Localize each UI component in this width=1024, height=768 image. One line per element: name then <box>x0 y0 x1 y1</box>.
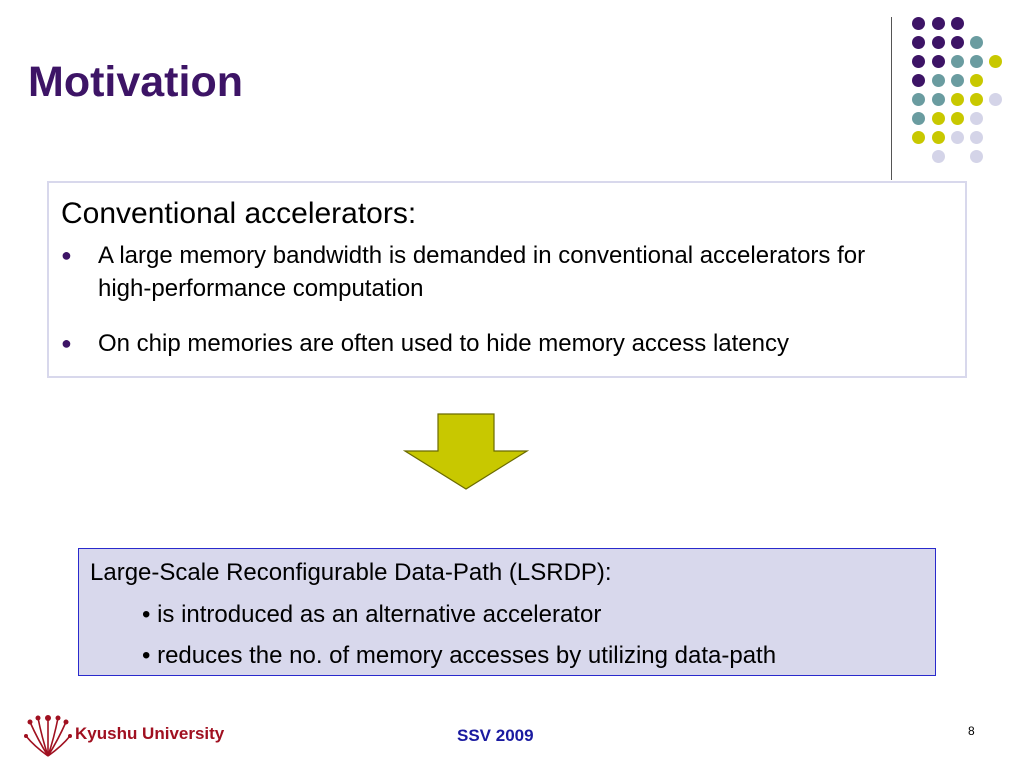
decorative-dot <box>912 74 925 87</box>
decorative-dot <box>932 150 945 163</box>
decorative-dot <box>951 131 964 144</box>
box1-heading: Conventional accelerators: <box>61 197 417 230</box>
footer-university: Kyushu University <box>75 724 225 743</box>
decorative-dot <box>970 55 983 68</box>
conventional-accelerators-box <box>47 181 967 378</box>
box2-item: • is introduced as an alternative accelerator <box>142 601 602 628</box>
decorative-dot <box>970 131 983 144</box>
decorative-dot <box>970 74 983 87</box>
decorative-dot <box>932 131 945 144</box>
bullet-dot-icon: ● <box>61 333 72 353</box>
decorative-dot <box>989 55 1002 68</box>
decorative-dot <box>951 93 964 106</box>
slide-title: Motivation <box>28 58 243 106</box>
decorative-dot <box>970 93 983 106</box>
bullet-text: On chip memories are often used to hide memory access latency <box>98 330 789 357</box>
lsrdp-box <box>78 548 936 676</box>
decorative-dot <box>970 36 983 49</box>
decorative-dot <box>951 55 964 68</box>
decorative-dot <box>912 131 925 144</box>
footer-conference: SSV 2009 <box>457 726 534 745</box>
decorative-dot <box>951 36 964 49</box>
decorative-dot <box>970 150 983 163</box>
decorative-dot <box>912 112 925 125</box>
decorative-dot <box>951 112 964 125</box>
decorative-dot <box>912 93 925 106</box>
down-arrow-icon <box>403 413 529 491</box>
decorative-dot <box>989 93 1002 106</box>
bullet-dot-icon: ● <box>61 245 72 265</box>
decorative-dot <box>932 93 945 106</box>
decorative-dot <box>970 112 983 125</box>
decorative-dot <box>932 112 945 125</box>
decorative-dot <box>912 17 925 30</box>
bullet-text: A large memory bandwidth is demanded in conventional accelerators for high-performance computation <box>98 242 866 302</box>
page-number: 8 <box>968 724 975 738</box>
divider-line <box>891 17 892 180</box>
decorative-dot <box>932 55 945 68</box>
kyushu-university-logo <box>24 710 72 760</box>
box2-heading: Large-Scale Reconfigurable Data-Path (LSRDP): <box>90 559 612 586</box>
decorative-dot <box>912 55 925 68</box>
decorative-dot <box>932 74 945 87</box>
decorative-dot <box>932 36 945 49</box>
decorative-dot <box>951 17 964 30</box>
decorative-dot <box>912 36 925 49</box>
decorative-dot <box>932 17 945 30</box>
box2-item: • reduces the no. of memory accesses by utilizing data-path <box>142 642 777 669</box>
decorative-dot <box>951 74 964 87</box>
